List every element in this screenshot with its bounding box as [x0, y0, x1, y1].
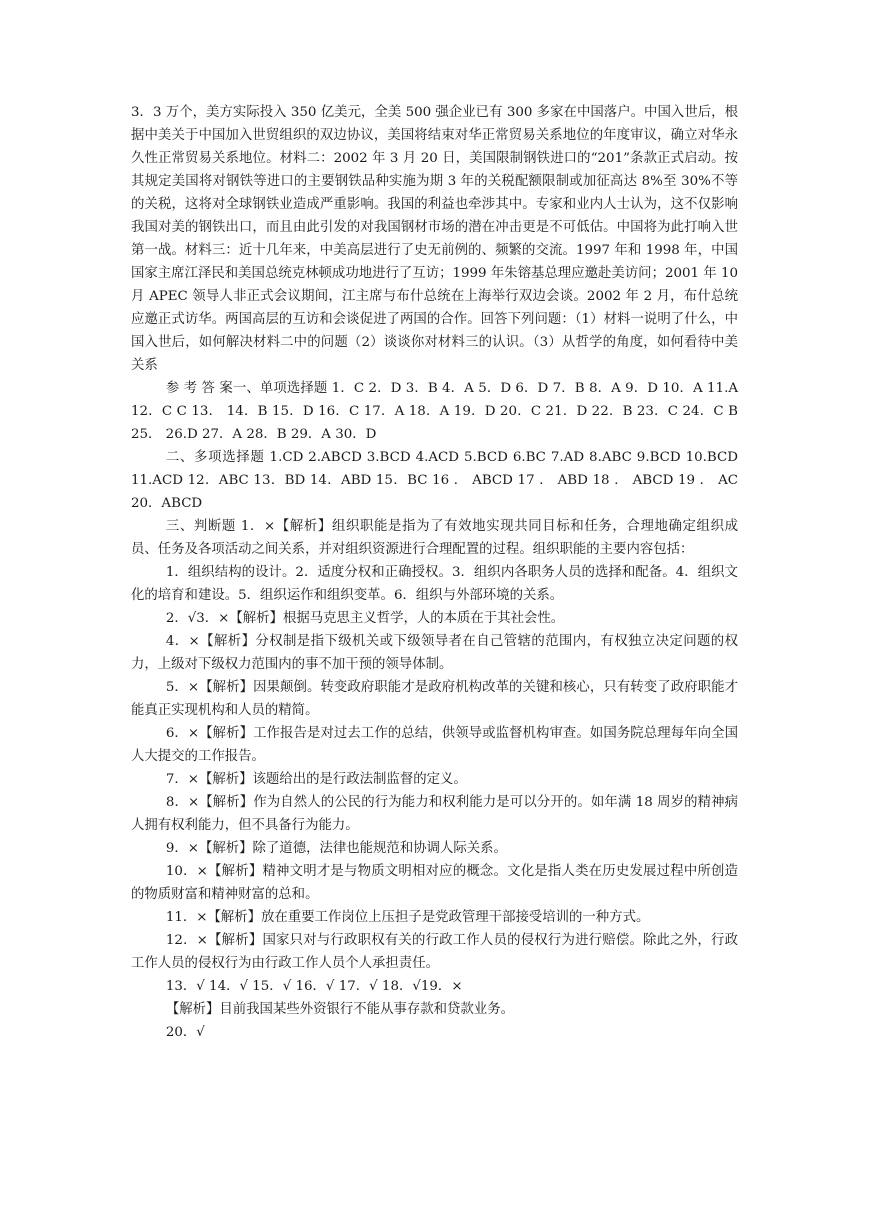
- answer-item-4: 4．×【解析】分权制是指下级机关或下级领导者在自己管辖的范围内，有权独立决定问题的权力，上级对下级权力范围内的事不加干预的领导体制。: [131, 634, 738, 672]
- answer-item-6: 6．×【解析】工作报告是对过去工作的总结，供领导或监督机构审查。如国务院总理每年向全国人大提交的工作报告。: [131, 726, 738, 764]
- answer-item-13-19: 13．√ 14．√ 15．√ 16．√ 17．√ 18．√19．×: [165, 979, 463, 994]
- answer-item-11: 11．×【解析】放在重要工作岗位上压担子是党政管理干部接受培训的一种方式。: [165, 910, 650, 925]
- answer-multiple-choice: 二、多项选择题 1.CD 2.ABCD 3.BCD 4.ACD 5.BCD 6.BC 7.AD 8.ABC 9.BCD 10.BCD 11.ACD 12．ABC 13．BD 14．ABD 15．BC 16 ． ABCD 17 ． ABD 18 ． ABCD 19 ． AC 20．ABCD: [131, 450, 738, 511]
- answer-item-10: 10．×【解析】精神文明才是与物质文明相对应的概念。文化是指人类在历史发展过程中所创造的物质财富和精神财富的总和。: [131, 864, 738, 902]
- answer-judgment-intro: 三、判断题 1．×【解析】组织职能是指为了有效地实现共同目标和任务，合理地确定组织成员、任务及各项活动之间关系，并对组织资源进行合理配置的过程。组织职能的主要内容包括：: [131, 519, 738, 557]
- question-material-paragraph: 3．3 万个，美方实际投入 350 亿美元，全美 500 强企业已有 300 多家在中国落户。中国入世后，根据中美关于中国加入世贸组织的双边协议，美国将结束对华正常贸易关系地位的年度审议，确立对华永久性正常贸易关系地位。材料二：2002 年 3 月 20 日，美国限制钢铁进口的“201”条款正式启动。按其规定美国将对钢铁等进口的主要钢铁品种实施为期 3 年的关税配额限制或加征高达 8%至 30%不等的关税，这将对全球钢铁业造成严重影响。我国的利益也牵涉其中。专家和业内人士认为，这不仅影响我国对美的钢铁出口，而且由此引发的对我国钢材市场的潜在冲击更是不可低估。中国将为此打响入世第一战。材料三：近十几年来，中美高层进行了史无前例的、频繁的交流。1997 年和 1998 年，中国国家主席江泽民和美国总统克林顿成功地进行了互访；1999 年朱镕基总理应邀赴美访问；2001 年 10 月 APEC 领导人非正式会议期间，江主席与布什总统在上海举行双边会谈。2002 年 2 月，布什总统应邀正式访华。两国高层的互访和会谈促进了两国的合作。回答下列问题：（1）材料一说明了什么，中国入世后，如何解决材料二中的问题（2）谈谈你对材料三的认识。（3）从哲学的角度，如何看待中美关系: [131, 105, 738, 373]
- answer-item-20: 20．√: [165, 1025, 205, 1040]
- answer-item-7: 7．×【解析】该题给出的是行政法制监督的定义。: [165, 772, 467, 787]
- answer-item-19-explanation: 【解析】目前我国某些外资银行不能从事存款和贷款业务。: [165, 1002, 514, 1017]
- answer-item-2-3: 2．√3．×【解析】根据马克思主义哲学，人的本质在于其社会性。: [165, 611, 565, 626]
- answer-item-9: 9．×【解析】除了道德，法律也能规范和协调人际关系。: [165, 841, 507, 856]
- answer-item-12: 12．×【解析】国家只对与行政职权有关的行政工作人员的侵权行为进行赔偿。除此之外，行政工作人员的侵权行为由行政工作人员个人承担责任。: [131, 933, 738, 971]
- answer-item-8: 8．×【解析】作为自然人的公民的行为能力和权利能力是可以分开的。如年满 18 周岁的精神病人拥有权利能力，但不具备行为能力。: [131, 795, 738, 833]
- answer-organization-list: 1．组织结构的设计。2．适度分权和正确授权。3．组织内各职务人员的选择和配备。4．组织文化的培育和建设。5．组织运作和组织变革。6．组织与外部环境的关系。: [131, 565, 738, 603]
- answer-item-5: 5．×【解析】因果颠倒。转变政府职能才是政府机构改革的关键和核心，只有转变了政府职能才能真正实现机构和人员的精简。: [131, 680, 738, 718]
- answer-single-choice: 参 考 答 案一、单项选择题 1．C 2．D 3．B 4．A 5．D 6．D 7．B 8．A 9．D 10．A 11.A 12．C C 13． 14．B 15．D 16．C 17．A 18．A 19．D 20．C 21．D 22．B 23．C 24．C B 25． 26.D 27．A 28．B 29．A 30．D: [131, 381, 738, 442]
- document-body: [131, 101, 738, 1044]
